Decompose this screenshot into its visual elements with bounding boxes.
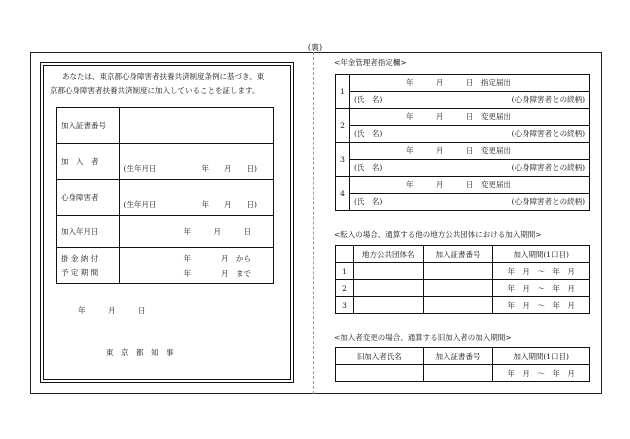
row-number: 3 <box>336 143 350 177</box>
pension-manager-table <box>335 74 590 211</box>
former-member-cell <box>336 365 424 382</box>
transfer-header-row <box>336 246 590 263</box>
cert-number-cell <box>423 297 493 314</box>
member-label: 加 入 者 <box>57 144 120 180</box>
cert-number-value <box>119 108 273 144</box>
payment-period-label-1: 掛 金 納 付 <box>61 254 99 263</box>
header-period: 加入期間(1口目) <box>493 246 590 263</box>
payment-period-to: 年 月 まで <box>183 268 252 278</box>
row-number: 4 <box>336 177 350 211</box>
fold-line <box>313 52 314 394</box>
local-gov-cell <box>353 280 423 297</box>
local-gov-cell <box>353 297 423 314</box>
date-line: 年 月 日 指定届出 <box>350 75 589 92</box>
row-number: 3 <box>336 297 354 314</box>
name-label: (氏 名) <box>353 129 383 138</box>
certificate-text-line1: あなたは、東京都心身障害者扶養共済制度条例に基づき、東 <box>62 72 265 81</box>
transfer-row <box>336 280 590 297</box>
payment-period-label-2: 予 定 期 間 <box>61 268 99 277</box>
name-line <box>350 194 589 210</box>
pension-manager-row <box>336 75 590 109</box>
name-label: (氏 名) <box>353 197 383 206</box>
relation-label: (心身障害者との続柄) <box>511 197 585 206</box>
relation-label: (心身障害者との続柄) <box>511 129 585 138</box>
pension-manager-row <box>336 143 590 177</box>
period-cell: 年 月 ～ 年 月 <box>493 263 590 280</box>
header-cert-number: 加入証書番号 <box>423 348 493 365</box>
row-number: 1 <box>336 263 354 280</box>
row-number: 2 <box>336 109 350 143</box>
member-change-heading: <加入者変更の場合、通算する旧加入者の加入期間> <box>334 333 512 342</box>
date-line: 年 月 日 変更届出 <box>350 177 589 194</box>
member-birth: (生年月日 年 月 日) <box>119 144 273 180</box>
name-line <box>350 92 589 108</box>
row-body <box>349 143 589 177</box>
transfer-heading: <転入の場合、通算する他の地方公共団体における加入期間> <box>334 230 542 239</box>
date-line: 年 月 日 変更届出 <box>350 143 589 160</box>
header-local-gov: 地方公共団体名 <box>353 246 423 263</box>
member-change-header-row <box>336 348 590 365</box>
join-date-label: 加入年月日 <box>57 216 120 248</box>
join-date-value: 年 月 日 <box>119 216 273 248</box>
header-cert-number: 加入証書番号 <box>423 246 493 263</box>
pension-manager-heading: <年金管理者指定欄> <box>334 58 407 67</box>
issuer: 東 京 都 知 事 <box>106 348 174 357</box>
relation-label: (心身障害者との続柄) <box>511 95 585 104</box>
date-line: 年 月 日 変更届出 <box>350 109 589 126</box>
transfer-row <box>336 263 590 280</box>
cert-number-cell <box>423 280 493 297</box>
cert-number-cell <box>423 365 493 382</box>
pension-manager-row <box>336 177 590 211</box>
payment-period-label <box>57 248 120 284</box>
name-line <box>350 160 589 176</box>
row-body <box>349 177 589 211</box>
row-body <box>349 75 589 109</box>
period-cell: 年 月 ～ 年 月 <box>493 297 590 314</box>
member-change-row <box>336 365 590 382</box>
cert-number-cell <box>423 263 493 280</box>
period-cell: 年 月 ～ 年 月 <box>493 280 590 297</box>
payment-period-from: 年 月 から <box>183 253 252 263</box>
certificate-table <box>56 107 274 284</box>
pension-manager-row <box>336 109 590 143</box>
payment-period-value <box>119 248 273 284</box>
disabled-birth: (生年月日 年 月 日) <box>119 180 273 216</box>
header-period: 加入期間(1口目) <box>493 348 590 365</box>
header-former-member: 旧加入者氏名 <box>336 348 424 365</box>
transfer-table <box>335 245 590 314</box>
period-cell: 年 月 ～ 年 月 <box>493 365 590 382</box>
member-change-table <box>335 347 590 382</box>
page-label: (裏) <box>307 43 323 52</box>
name-label: (氏 名) <box>353 163 383 172</box>
disabled-label: 心身障害者 <box>57 180 120 216</box>
transfer-row <box>336 297 590 314</box>
local-gov-cell <box>353 263 423 280</box>
header-blank <box>336 246 354 263</box>
issue-date: 年 月 日 <box>78 306 146 315</box>
cert-number-label: 加入証書番号 <box>57 108 120 144</box>
certificate-text-line2: 京都心身障害者扶養共済制度に加入していることを証します。 <box>50 86 260 95</box>
row-number: 1 <box>336 75 350 109</box>
relation-label: (心身障害者との続柄) <box>511 163 585 172</box>
row-body <box>349 109 589 143</box>
name-line <box>350 126 589 142</box>
row-number: 2 <box>336 280 354 297</box>
name-label: (氏 名) <box>353 95 383 104</box>
